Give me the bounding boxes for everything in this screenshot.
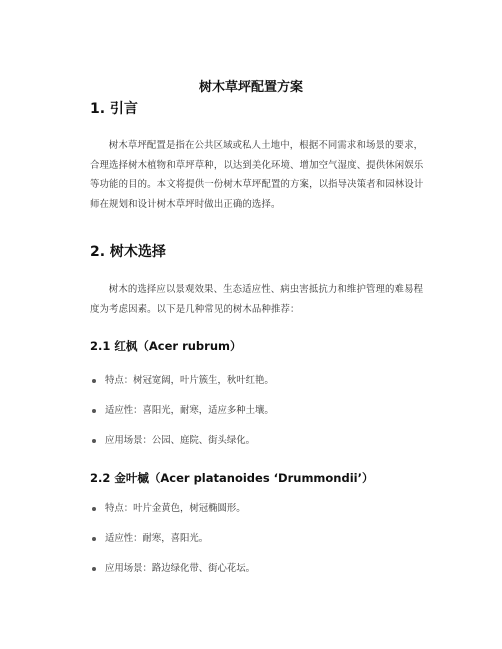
red-maple-list	[90, 374, 274, 464]
subsection-heading-red-maple: 2.1 红枫（Acer rubrum）	[90, 339, 242, 353]
list-item-text: 适应性：喜阳光，耐寒，适应多种土壤。	[105, 405, 274, 416]
bullet-icon	[92, 409, 96, 413]
introduction-paragraph: 树木草坪配置是指在公共区域或私人土地中，根据不同需求和场景的要求，合理选择树木植物和草坪草种，以达到美化环境、增加空气湿度、提供休闲娱乐等功能的目的。本文将提供一份树木草坪配置的方案，以指导决策者和园林设计师在规划和设计树木草坪时做出正确的选择。	[90, 140, 424, 210]
golden-maple-list	[90, 502, 255, 592]
bullet-icon	[92, 567, 96, 571]
subsection-heading-golden-maple: 2.2 金叶槭（Acer platanoides ‘Drummondii’）	[90, 471, 374, 485]
list-item-text: 应用场景：路边绿化带、街心花坛。	[105, 563, 256, 574]
list-item-text: 特点：叶片金黄色，树冠椭圆形。	[105, 503, 246, 514]
list-item	[90, 404, 274, 434]
list-item	[90, 374, 274, 404]
document-title: 树木草坪配置方案	[198, 80, 303, 95]
section-heading-tree-selection: 2. 树木选择	[90, 244, 166, 260]
list-item-text: 适应性：耐寒，喜阳光。	[105, 533, 209, 544]
list-item	[90, 434, 274, 464]
bullet-icon	[92, 439, 96, 443]
tree-selection-paragraph: 树木的选择应以景观效果、生态适应性、病虫害抵抗力和维护管理的难易程度为考虑因素。以下是几种常见的树木品种推荐：	[90, 284, 424, 315]
list-item	[90, 532, 255, 562]
bullet-icon	[92, 379, 96, 383]
list-item	[90, 502, 255, 532]
list-item-text: 应用场景：公园、庭院、街头绿化。	[105, 435, 256, 446]
list-item-text: 特点：树冠宽阔，叶片簇生，秋叶红艳。	[105, 375, 274, 386]
bullet-icon	[92, 537, 96, 541]
section-heading-introduction: 1. 引言	[90, 101, 138, 117]
list-item	[90, 562, 255, 592]
bullet-icon	[92, 507, 96, 511]
